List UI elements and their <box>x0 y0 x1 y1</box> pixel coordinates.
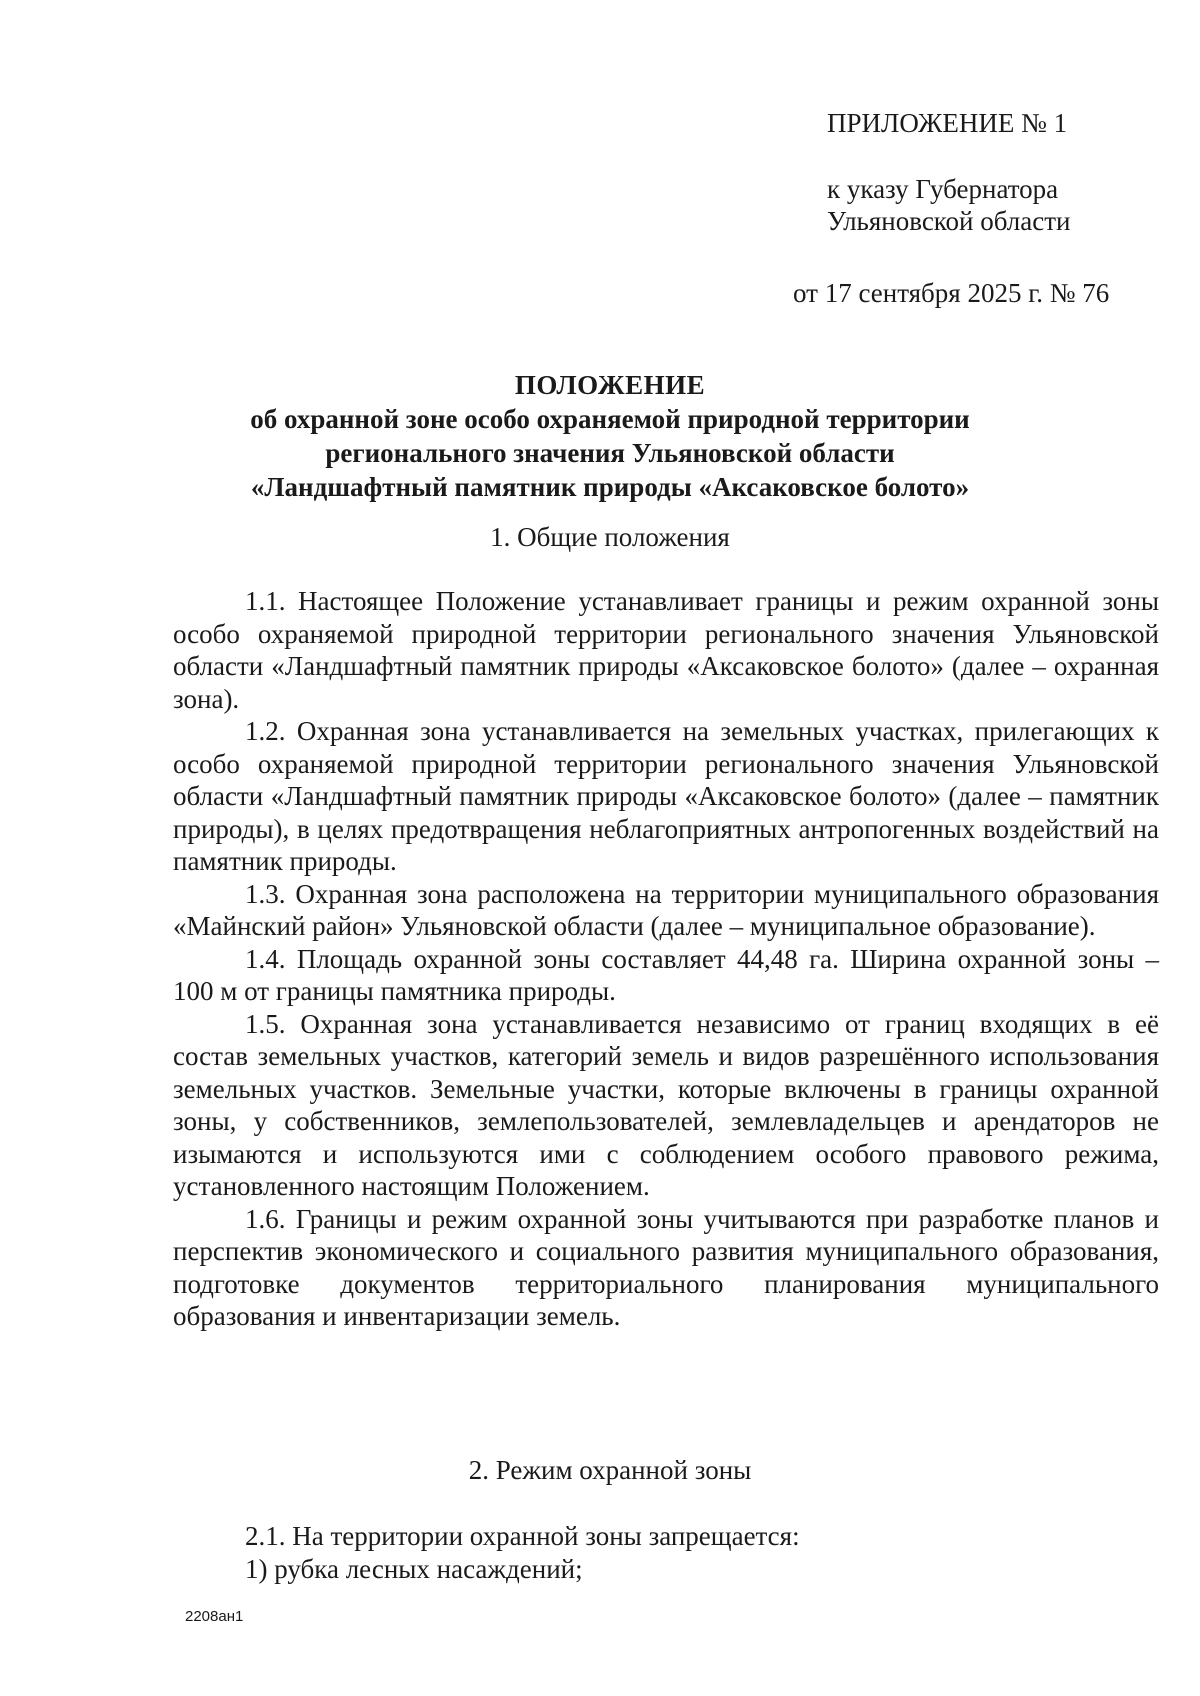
decree-date: от 17 сентября 2025 г. № 76 <box>793 278 1110 308</box>
document-code: 2208ан1 <box>185 1608 244 1625</box>
appendix-number: ПРИЛОЖЕНИЕ № 1 <box>827 108 1068 138</box>
section-2-body <box>173 1520 1159 1585</box>
section-2-heading: 2. Режим охранной зоны <box>468 1455 752 1485</box>
section-1-heading: 1. Общие положения <box>490 522 730 552</box>
document-subtitle-line1: об охранной зоне особо охраняемой природной территории <box>250 404 970 434</box>
paragraph-1-6: 1.6. Границы и режим охранной зоны учитываются при разработке планов и перспектив экономического и социального развития муниципального образования, подготовке документов территориального планирования муниципального образования и инвентаризации земель. <box>173 1203 1159 1331</box>
section-1-body <box>173 585 1159 1333</box>
document-title-block <box>180 368 1040 504</box>
paragraph-1-3: 1.3. Охранная зона расположена на территории муниципального образования «Майнский район» Ульяновской области (далее – муниципальное образование). <box>173 878 1159 941</box>
paragraph-2-1: 2.1. На территории охранной зоны запрещается: <box>245 1521 800 1551</box>
document-subtitle-line3: «Ландшафтный памятник природы «Аксаковское болото» <box>250 472 970 502</box>
decree-reference-line2: Ульяновской области <box>827 206 1071 236</box>
decree-reference-line1: к указу Губернатора <box>827 174 1059 204</box>
list-item-1: 1) рубка лесных насаждений; <box>245 1553 583 1584</box>
paragraph-1-1: 1.1. Настоящее Положение устанавливает границы и режим охранной зоны особо охраняемой природной территории регионального значения Ульяновской области «Ландшафтный памятник природы «Аксаковское болото» (далее – охранная зона). <box>173 586 1159 714</box>
document-subtitle-line2: регионального значения Ульяновской области <box>325 438 895 468</box>
paragraph-1-2: 1.2. Охранная зона устанавливается на земельных участках, прилегающих к особо охраняемой природной территории регионального значения Ульяновской области «Ландшафтный памятник природы «Аксаковское болото» (далее – памятник природы), в целях предотвращения неблагоприятных антропогенных воздействий на памятник природы. <box>173 716 1159 876</box>
paragraph-1-5: 1.5. Охранная зона устанавливается независимо от границ входящих в её состав земельных участков, категорий земель и видов разрешённого использования земельных участков. Земельные участки, которые включены в границы охранной зоны, у собственников, землепользователей, землевладельцев и арендаторов не изымаются и используются ими с соблюдением особого правового режима, установленного настоящим Положением. <box>173 1008 1159 1201</box>
document-title: ПОЛОЖЕНИЕ <box>514 370 706 400</box>
paragraph-1-4: 1.4. Площадь охранной зоны составляет 44,48 га. Ширина охранной зоны – 100 м от границы памятника природы. <box>173 943 1159 1006</box>
